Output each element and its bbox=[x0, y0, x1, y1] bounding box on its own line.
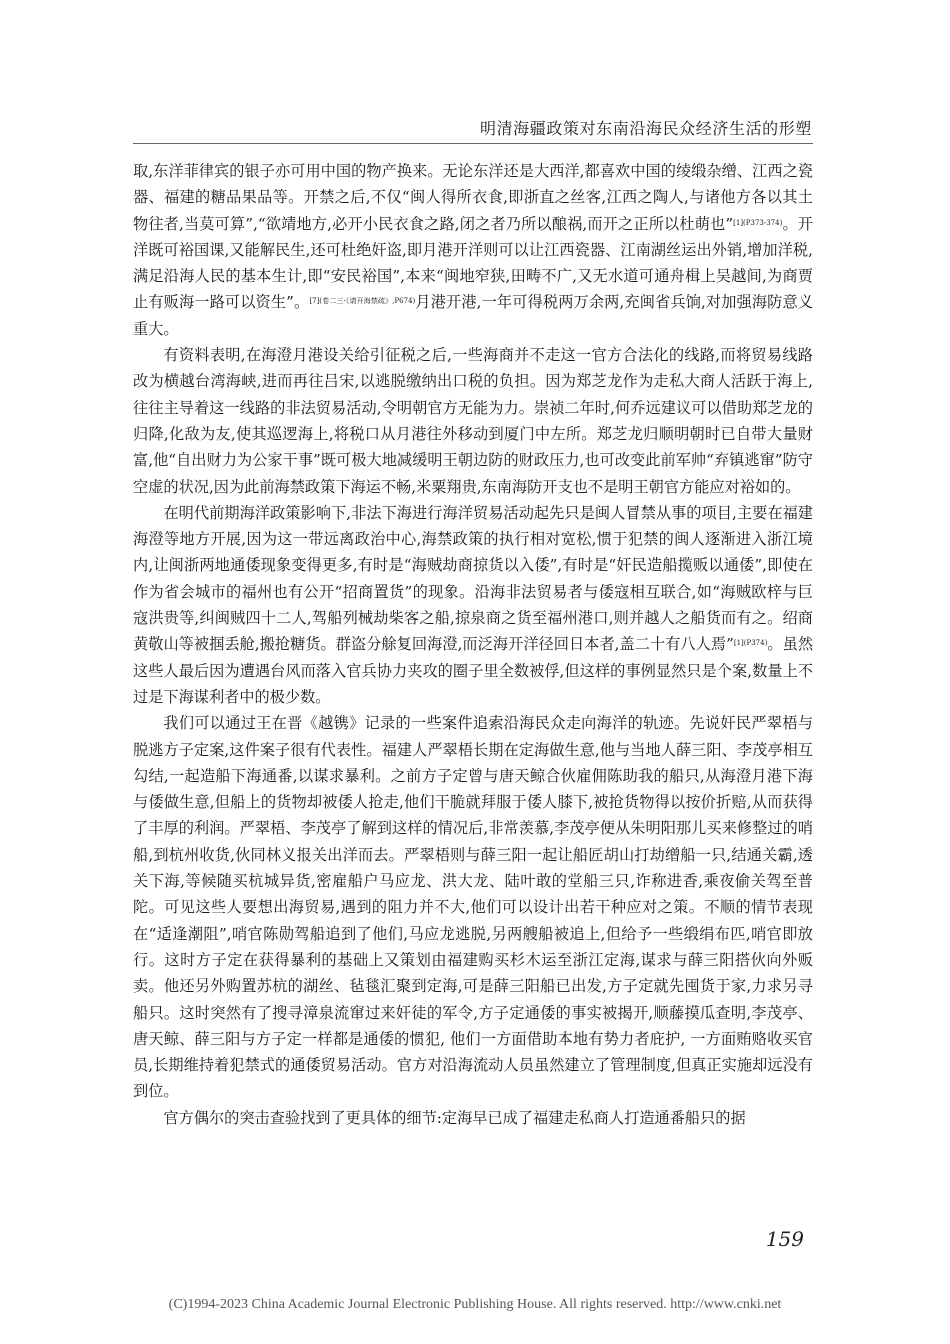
paragraph-text: 取,东洋菲律宾的银子亦可用中国的物产换来。无论东洋还是大西洋,都喜欢中国的绫缎杂缯、江西之瓷器、福建的糖品果品等。开禁之后,不仅“闽人得所衣食,即浙直之丝客,江西之陶人,与诸他方各以其土物往者,当莫可算”,“欲靖地方,必开小民衣食之路,闭之者乃所以酿祸,而开之正所以杜萌也” bbox=[133, 162, 813, 233]
paragraph-text: 月港开港,一年可得税两万余两,充闽省兵饷,对加强海防意义重大。 bbox=[133, 293, 814, 338]
page-number: 159 bbox=[765, 1227, 804, 1251]
paragraph bbox=[133, 158, 813, 342]
page-header bbox=[0, 0, 950, 140]
paragraph-text: 有资料表明,在海澄月港设关给引征税之后,一些海商并不走这一官方合法化的线路,而将贸易线路改为横越台湾海峡,进而再往吕宋,以逃脱缴纳出口税的负担。因为郑芝龙作为走私大商人活跃于海上,往往主导着这一线路的非法贸易活动,令明朝官方无能为力。崇祯二年时,何乔远建议可以借助郑芝龙的归降,化敌为友,使其巡逻海上,将税口从月港往外移动到厦门中左所。郑芝龙归顺明朝时已自带大量财富,他“自出财力为公家干事”既可极大地减缓明王朝边防的财政压力,也可改变此前军帅“弃镇逃窜”防守空虚的状况,因为此前海禁政策下海运不畅,米粟翔贵,东南海防开支也不是明王朝官方能应对裕如的。 bbox=[133, 346, 813, 496]
citation-ref: [1](P373-374) bbox=[733, 218, 783, 227]
article-body bbox=[133, 158, 813, 1131]
paragraph-text: 在明代前期海洋政策影响下,非法下海进行海洋贸易活动起先只是闽人冒禁从事的项目,主要在福建海澄等地方开展,因为这一带远离政治中心,海禁政策的执行相对宽松,惯于犯禁的闽人逐渐进入浙江境内,让闽浙两地通倭现象变得更多,有时是“海贼劫商掠货以入倭”,有时是“奸民造船揽贩以通倭”,即使在作为省会城市的福州也有公开“招商置货”的现象。沿海非法贸易者与倭寇相互联合,如“海贼欧梓与巨寇洪贵等,纠闽贼四十二人,驾船列械劫柴客之船,掠泉商之货至福州港口,则并越人之船货而有之。绍商黄敬山等被掴丢舱,搬抢糖货。群盗分艅复回海澄,而泛海开洋径回日本者,盖二十有八人焉” bbox=[133, 503, 813, 654]
paragraph bbox=[133, 342, 813, 500]
paragraph-text: 我们可以通过王在晋《越镌》记录的一些案件追索沿海民众走向海洋的轨迹。先说奸民严翠梧与脱逃方子定案,这件案子很有代表性。福建人严翠梧长期在定海做生意,他与当地人薛三阳、李茂亭相互勾结,一起造船下海通番,以谋求暴利。之前方子定曾与唐天鲸合伙雇佣陈助我的船只,从海澄月港下海与倭做生意,但船上的货物却被倭人抢走,他们干脆就拜服于倭人膝下,被抢货物得以按价折赔,从而获得了丰厚的利润。严翠梧、李茂亭了解到这样的情况后,非常羡慕,李茂亭便从朱明阳那儿买来修整过的哨船,到杭州收货,伙同林义报关出洋而去。严翠梧则与薛三阳一起让船匠胡山打劫缯船一只,结通关霸,透关下海,等候随买杭城异货,密雇船户马应龙、洪大龙、陆叶敢的堂船三只,诈称进香,乘夜偷关驾至普陀。可见这些人要想出海贸易,遇到的阻力并不大,他们可以设计出若干种应对之策。不顺的情节表现在“适逢潮阻”,哨官陈勋驾船追到了他们,马应龙逃脱,另两艘船被追上,但给予一些缎绢布匹,哨官即放行。这时方子定在获得暴利的基础上又策划由福建购买杉木运至浙江定海,谋求与薛三阳搭伙向外贩卖。他还另外购置苏杭的湖丝、毡毯汇聚到定海,可是薛三阳船已出发,方子定就先囤货于家,力求另寻船只。这时突然有了搜寻漳泉流窜过来奸徒的军令,方子定通倭的事实被揭开,顺藤摸瓜查明,李茂亭、唐天鲸、薛三阳与方子定一样都是通倭的惯犯, 他们一方面借助本地有势力者庇护, 一方面贿赂收买官员,长期维持着犯禁式的通倭贸易活动。官方对沿海流动人员虽然建立了管理制度,但真正实施却远没有到位。 bbox=[133, 714, 813, 1101]
footer-copyright: (C)1994-2023 China Academic Journal Electronic Publishing House. All rights reserved. http://www.cnki.net bbox=[168, 1297, 782, 1312]
running-title: 明清海疆政策对东南沿海民众经济生活的形塑 bbox=[479, 119, 812, 138]
paragraph-text: 官方偶尔的突击查验找到了更具体的细节:定海早已成了福建走私商人打造通番船只的据 bbox=[163, 1108, 746, 1127]
paragraph bbox=[133, 1105, 813, 1131]
citation-ref: [7](卷二三·《请开海禁疏》,P674) bbox=[309, 297, 416, 306]
paragraph bbox=[133, 500, 813, 710]
paragraph-text: 。开洋既可裕国课,又能解民生,还可杜绝奸盗,即月港开洋则可以让江西瓷器、江南湖丝运出外销,增加洋税,满足沿海人民的基本生计,即“安民裕国”,本来“闽地窄狭,田畴不广,又无水道可通舟楫上吴越间,为商贾止有贩海一路可以资生”。 bbox=[133, 214, 813, 312]
citation-ref: [1](P374) bbox=[733, 639, 768, 648]
paragraph bbox=[133, 710, 813, 1104]
header-rule bbox=[133, 143, 813, 144]
paragraph-text: 。虽然这些人最后因为遭遇台风而落入官兵协力夹攻的圈子里全数被俘,但这样的事例显然只是个案,数量上不过是下海谋利者中的极少数。 bbox=[133, 635, 814, 706]
